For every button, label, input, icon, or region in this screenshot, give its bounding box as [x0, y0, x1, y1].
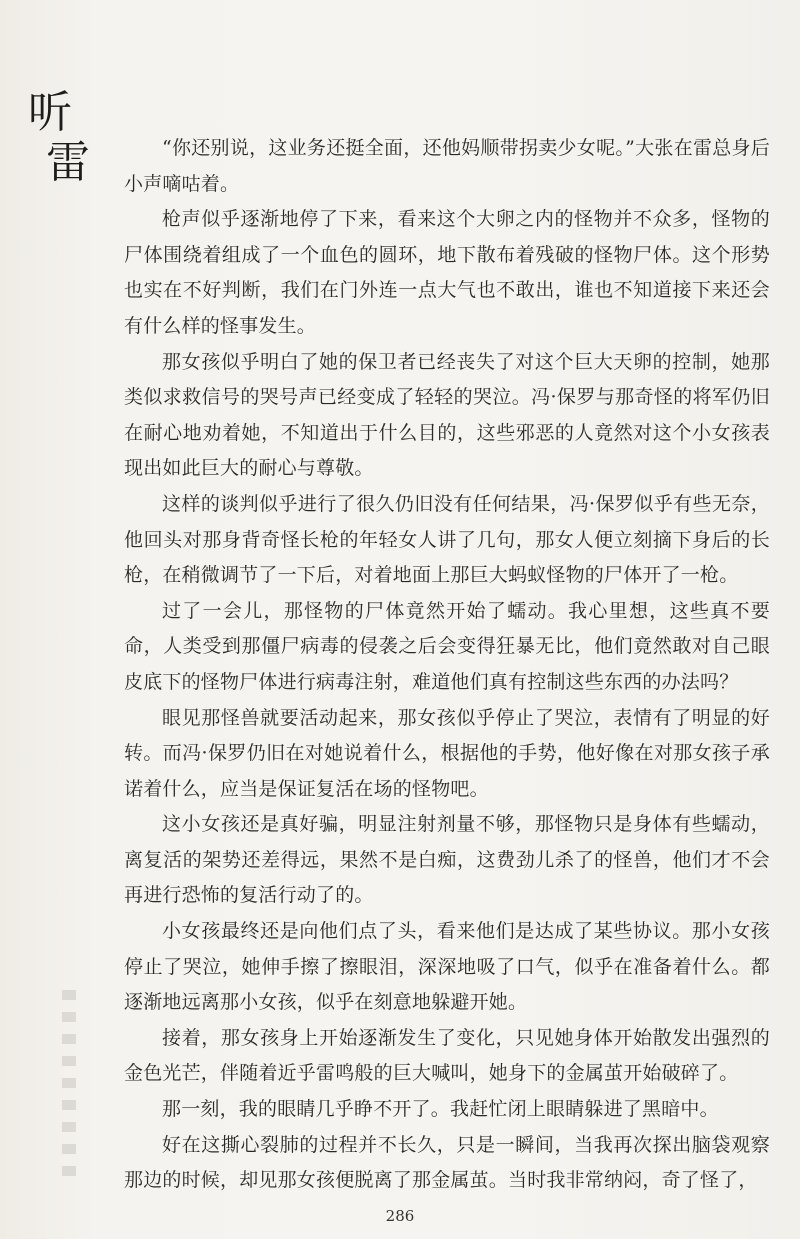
- paragraph: “你还别说，这业务还挺全面，还他妈顺带拐卖少女呢。”大张在雷总身后小声嘀咕着。: [124, 137, 770, 195]
- paragraph: 好在这撕心裂肺的过程并不长久，只是一瞬间，当我再次探出脑袋观察那边的时候，却见那女孩便脱离了那金属茧。当时我非常纳闷，奇了怪了，: [124, 1133, 770, 1192]
- paragraph: 那一刻，我的眼睛几乎睁不开了。我赶忙闭上眼睛躲进了黑暗中。: [162, 1098, 719, 1121]
- running-title: [26, 88, 90, 188]
- paragraph: 过了一会儿，那怪物的尸体竟然开始了蠕动。我心里想，这些真不要命，人类受到那僵尸病毒的侵袭之后会变得狂暴无比，他们竟然敢对自己眼皮底下的怪物尸体进行病毒注射，难道他们真有控制这些东西的办法吗？: [124, 599, 770, 693]
- paragraph: 那女孩似乎明白了她的保卫者已经丧失了对这个巨大天卵的控制，她那类似求救信号的哭号声已经变成了轻轻的哭泣。冯·保罗与那奇怪的将军仍旧在耐心地劝着她，不知道出于什么目的，这些邪恶的人竟然对这个小女孩表现出如此巨大的耐心与尊敬。: [124, 350, 770, 480]
- paragraph: 这样的谈判似乎进行了很久仍旧没有任何结果，冯·保罗似乎有些无奈，他回头对那身背奇怪长枪的年轻女人讲了几句，那女人便立刻摘下身后的长枪，在稍微调节了一下后，对着地面上那巨大蚂蚁怪物的尸体开了一枪。: [124, 492, 770, 587]
- page-number: 286: [385, 1207, 415, 1225]
- running-title-char-1: 听: [28, 87, 72, 138]
- body-text: [124, 131, 770, 1199]
- paragraph: 枪声似乎逐渐地停了下来，看来这个大卵之内的怪物并不众多，怪物的尸体围绕着组成了一个血色的圆环，地下散布着残破的怪物尸体。这个形势也实在不好判断，我们在门外连一点大气也不敢出，谁也不知道接下来还会有什么样的怪事发生。: [124, 208, 770, 337]
- paragraph: 眼见那怪兽就要活动起来，那女孩似乎停止了哭泣，表情有了明显的好转。而冯·保罗仍旧在对她说着什么，根据他的手势，他好像在对那女孩子承诺着什么，应当是保证复活在场的怪物吧。: [124, 706, 770, 800]
- paragraph: 接着，那女孩身上开始逐渐发生了变化，只见她身体开始散发出强烈的金色光芒，伴随着近乎雷鸣般的巨大喊叫，她身下的金属茧开始破碎了。: [124, 1026, 770, 1085]
- running-title-char-2: 雷: [46, 137, 90, 188]
- page-edge-marks: [62, 990, 76, 1180]
- paragraph: 小女孩最终还是向他们点了头，看来他们是达成了某些协议。那小女孩停止了哭泣，她伸手擦了擦眼泪，深深地吸了口气，似乎在准备着什么。都逐渐地远离那小女孩，似乎在刻意地躲避开她。: [124, 920, 770, 1014]
- paragraph: 这小女孩还是真好骗，明显注射剂量不够，那怪物只是身体有些蠕动，离复活的架势还差得远，果然不是白痴，这费劲儿杀了的怪兽，他们才不会再进行恐怖的复活行动了的。: [124, 813, 770, 907]
